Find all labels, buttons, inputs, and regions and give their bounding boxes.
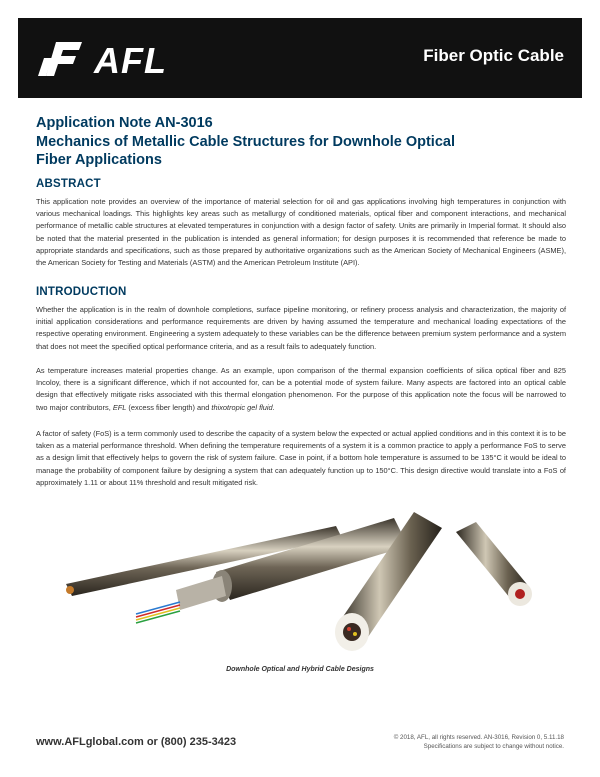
- figure-caption: Downhole Optical and Hybrid Cable Designs: [226, 666, 374, 673]
- copyright-text: © 2018, AFL, all rights reserved. AN-3016, Revision 0, 5.11.18: [393, 734, 564, 741]
- copyright-block: [394, 733, 564, 751]
- intro-paragraph-3: A factor of safety (FoS) is a term commonly used to describe the capacity of a system below the expected or actual applied conditions and in this context it is to be taken as a material performance threshold. When defining the temperature requirements of a system it is a common practice to apply a performance FoS to serve as a design limit that effectively helps to govern the risk of system failure. Case in point, if a bottom hole temperature is assumed to be 135°C it would be ideal to manage the probability of component failure by designing a system that can adequately function up to 150°C. This design directive would translate into a FoS of approximately 1.11 or about 11% threshold and result mitigated risk.: [36, 429, 566, 487]
- abstract-text: This application note provides an overview of the importance of material selection for oil and gas applications involving high temperatures in conjunction with various mechanical loadings. This highlights key areas such as metallurgy of conditioned materials, optical fiber and component interactions, and mechanical performance of metallic cable structures at elevated temperatures in conjunction with a design factor of safety. Units are primarily in Imperial format. It should also be noted that the material presented in the publication is intended as general information; for design purposes it is recommended that reference be made to appropriate standards and specifications, such as those prepared by authoritative organizations such as the American Society of Mechanical Engineers (ASME), the American Society for Testing and Materials (ASTM) and the American Petroleum Institute (API).: [36, 197, 566, 268]
- abstract-heading: ABSTRACT: [36, 178, 101, 190]
- intro-p2-mid: (excess fiber length) and: [126, 402, 212, 412]
- contact-info[interactable]: www.AFLglobal.com or (800) 235-3423: [36, 736, 237, 748]
- page-title: [36, 114, 556, 170]
- intro-p2-efl: EFL: [112, 402, 127, 412]
- intro-p2-gel: thixotropic gel fluid: [211, 402, 273, 412]
- header-title: Fiber Optic Cable: [423, 46, 564, 65]
- intro-paragraph-1: Whether the application is in the realm of downhole completions, surface pipeline monitoring, or refinery process analysis and characterization, the majority of initial application considerations and performance requirements are driven by having assumed the temperature and mechanical loading expectations of the respective operating environment. Engineering a system adequately to these variables can be the difference between premium system performance and a system that does not meet the specified optical performance criteria, and as a result fails to adequately function.: [36, 305, 566, 351]
- cable-designs-image: [36, 498, 564, 666]
- title-line-2: Mechanics of Metallic Cable Structures for Downhole Optical: [36, 133, 455, 150]
- intro-p2-end: .: [272, 402, 275, 412]
- afl-logo: [36, 36, 166, 80]
- title-line-3: Fiber Applications: [36, 152, 162, 168]
- intro-paragraph-2: [36, 365, 566, 414]
- intro-p2-main: As temperature increases material properties change. As an example, upon comparison of the thermal expansion coefficients of silica optical fiber and 825 Incoloy, there is a significant difference, which if not accounted for, can be a potential mode of system failure. Many aspects are factored into an optical cable design that effectively mitigate risks associated with this thermal elongation phenomenon. For the purpose of this application note the focus will be narrowed to two major contributors,: [36, 366, 566, 412]
- small-cable: [456, 522, 532, 606]
- header-banner: [18, 18, 582, 98]
- afl-logo-mark-icon: [36, 36, 86, 80]
- disclaimer-text: Specifications are subject to change without notice.: [423, 743, 564, 750]
- title-line-1: Application Note AN-3016: [36, 115, 213, 131]
- introduction-heading: INTRODUCTION: [36, 286, 127, 298]
- logo-text: AFL: [94, 40, 167, 81]
